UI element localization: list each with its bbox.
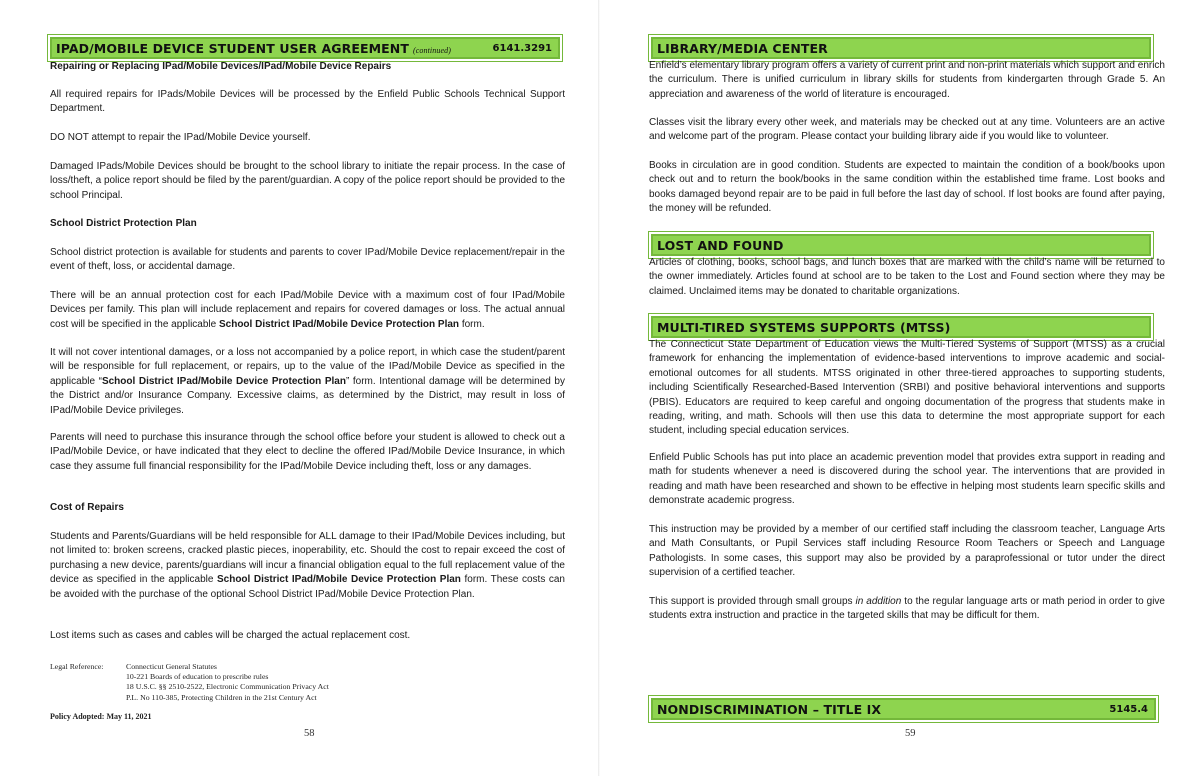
agreement-banner [50, 37, 560, 59]
plan-form-name: School District IPad/Mobile Device Protection Plan [218, 318, 460, 330]
library-paragraph-1: Enfield’s elementary library program offers a variety of current print and non-print materials which support and enrich the curriculum. There is unified curriculum in library skills for students from kindergarten through Grade 5. An appreciation and awareness of the world of literature is encouraged. [649, 60, 1165, 100]
protection-heading: School District Protection Plan [50, 218, 197, 229]
lost-found-banner: LOST AND FOUND [651, 234, 1151, 256]
repair-paragraph-1: All required repairs for IPads/Mobile Devices will be processed by the Enfield Public Schools Technical Support Department. [50, 89, 565, 115]
cost-paragraph: Students and Parents/Guardians will be held responsible for ALL damage to their IPad/Mobile Devices including, but not limited to: broken screens, cracked plastic pieces, inoperability, etc. Should the cost to repair exceed the cost of purchasing a new device, parents/guardians will incur a financial obligation equal to the full replacement value of the device as specified in the applicable School District IPad/Mobile Device Protection Plan form. These costs can be avoided with the purchase of the optional School District IPad/Mobile Device Protection Plan. [50, 531, 565, 600]
mtss-paragraph-3: This instruction may be provided by a member of our certified staff including the classroom teacher, Language Arts and Math Consultants, or Pupil Services staff including Resource Room Teachers or Speech and Language Pathologists. In some cases, this support may also be provided by a paraprofessional or tutor under the direct supervision of a certified teacher. [649, 524, 1165, 579]
nondiscrimination-banner: NONDISCRIMINATION – TITLE IX 5145.4 [651, 698, 1156, 720]
page-number-left: 58 [304, 728, 315, 739]
lost-found-paragraph: Articles of clothing, books, school bags, and lunch boxes that are marked with the child’s name will be returned to the owner immediately. Articles found at school are to be taken to the Lost and Found section where they may be claimed. Unclaimed items may be donated to charitable organizations. [649, 257, 1165, 297]
right-page [600, 0, 1200, 776]
protection-paragraph-2: There will be an annual protection cost for each IPad/Mobile Device with a maximum cost of four IPad/Mobile Devices per family. This plan will include replacement and repairs for covered damages or loss. The actual annual cost will be specified in the applicable School District IPad/Mobile Device Protection Plan form. [50, 290, 565, 330]
cost-heading: Cost of Repairs [50, 502, 124, 513]
policy-code: 5145.4 [1109, 703, 1148, 715]
legal-line: 18 U.S.C. §§ 2510-2522, Electronic Communication Privacy Act [126, 682, 329, 692]
mtss-banner: MULTI-TIRED SYSTEMS SUPPORTS (MTSS) [651, 316, 1151, 338]
legal-reference [50, 662, 329, 703]
mtss-paragraph-4: This support is provided through small groups in addition to the regular language arts or math period in order to give students extra instruction and practice in the targeted skills that may be difficult for them. [649, 596, 1165, 622]
repair-paragraph-3: Damaged IPads/Mobile Devices should be brought to the school library to initiate the repair process. In the case of loss/theft, a police report should be filed by the parent/guardian. A copy of the police report should be provided to the school Principal. [50, 161, 565, 201]
agreement-banner-title: IPAD/MOBILE DEVICE STUDENT USER AGREEMENT (continued) [56, 40, 451, 56]
policy-code: 6141.3291 [492, 42, 552, 54]
library-paragraph-2: Classes visit the library every other week, and materials may be checked out at any time. Volunteers are an active and welcome part of the program. Please contact your building library aide if you would like to volunteer. [649, 117, 1165, 143]
mtss-paragraph-2: Enfield Public Schools has put into place an academic prevention model that provides extra support in reading and math for students whenever a need is discovered during the school year. The interventions that are provided in reading and math have been researched and shown to be effective in helping most students learn specific skills and demonstrate academic progress. [649, 452, 1165, 507]
repair-paragraph-2: DO NOT attempt to repair the IPad/Mobile Device yourself. [50, 132, 311, 143]
mtss-paragraph-1: The Connecticut State Department of Education views the Multi-Tiered Systems of Support (MTSS) as a crucial framework for enhancing the implementation of evidence-based interventions to improve academic and social-emotional outcomes for all students. MTSS originated in other three-tiered approaches to supporting students, including Scientifically Researched-Based Intervention (SRBI) and positive behavioral interventions and supports (PBIS). Educators are required to keep careful and ongoing documentation of the progress that students make in reading, writing, and math. Schools will then use this data to determine the most appropriate support for each student, including special education services. [649, 339, 1165, 437]
lost-items-paragraph: Lost items such as cases and cables will be charged the actual replacement cost. [50, 630, 411, 641]
policy-adopted: Policy Adopted: May 11, 2021 [50, 712, 152, 721]
insurance-paragraph: Parents will need to purchase this insurance through the school office before your student is allowed to check out a IPad/Mobile Device, or have indicated that they elect to decline the offered IPad/Mobile Device Insurance, in which case they assume full financial responsibility for the IPad/Mobile Device including theft, loss or any damages. [50, 432, 565, 472]
agreement-banner-subtitle: (continued) [413, 45, 451, 55]
emphasis-in-addition: in addition [855, 596, 902, 607]
page-number-right: 59 [905, 728, 916, 739]
plan-form-name: School District IPad/Mobile Device Protection Plan [101, 375, 346, 387]
protection-paragraph-1: School district protection is available for students and parents to cover IPad/Mobile Device replacement/repair in the event of theft, loss, or accidental damage. [50, 247, 565, 273]
protection-paragraph-3: It will not cover intentional damages, or a loss not accompanied by a police report, in which case the student/parent will be responsible for full replacement, or repairs, up to the value of the IPad/Mobile Device as specified in the applicable “School District IPad/Mobile Device Protection Plan” form. Intentional damage will be determined by the District and/or Insurance Company. Excessive claims, as determined by the District, may result in loss of IPad/Mobile Device privileges. [50, 347, 565, 416]
library-banner: LIBRARY/MEDIA CENTER [651, 37, 1151, 59]
library-paragraph-3: Books in circulation are in good condition. Students are expected to maintain the condition of a book/books upon check out and to return the book/books in the same condition within the established time frame. Lost books and books damaged beyond repair are to be paid in full before the last day of school. If lost books are found after paying, the money will be refunded. [649, 160, 1165, 215]
legal-label: Legal Reference: [50, 662, 104, 671]
legal-line: 10-221 Boards of education to prescribe rules [126, 672, 269, 682]
legal-line: P.L. No 110-385, Protecting Children in the 21st Century Act [126, 692, 317, 702]
plan-form-name: School District IPad/Mobile Device Protection Plan [216, 574, 461, 586]
repair-heading: Repairing or Replacing IPad/Mobile Devices/IPad/Mobile Device Repairs [50, 61, 392, 72]
legal-line: Connecticut General Statutes [126, 662, 217, 671]
